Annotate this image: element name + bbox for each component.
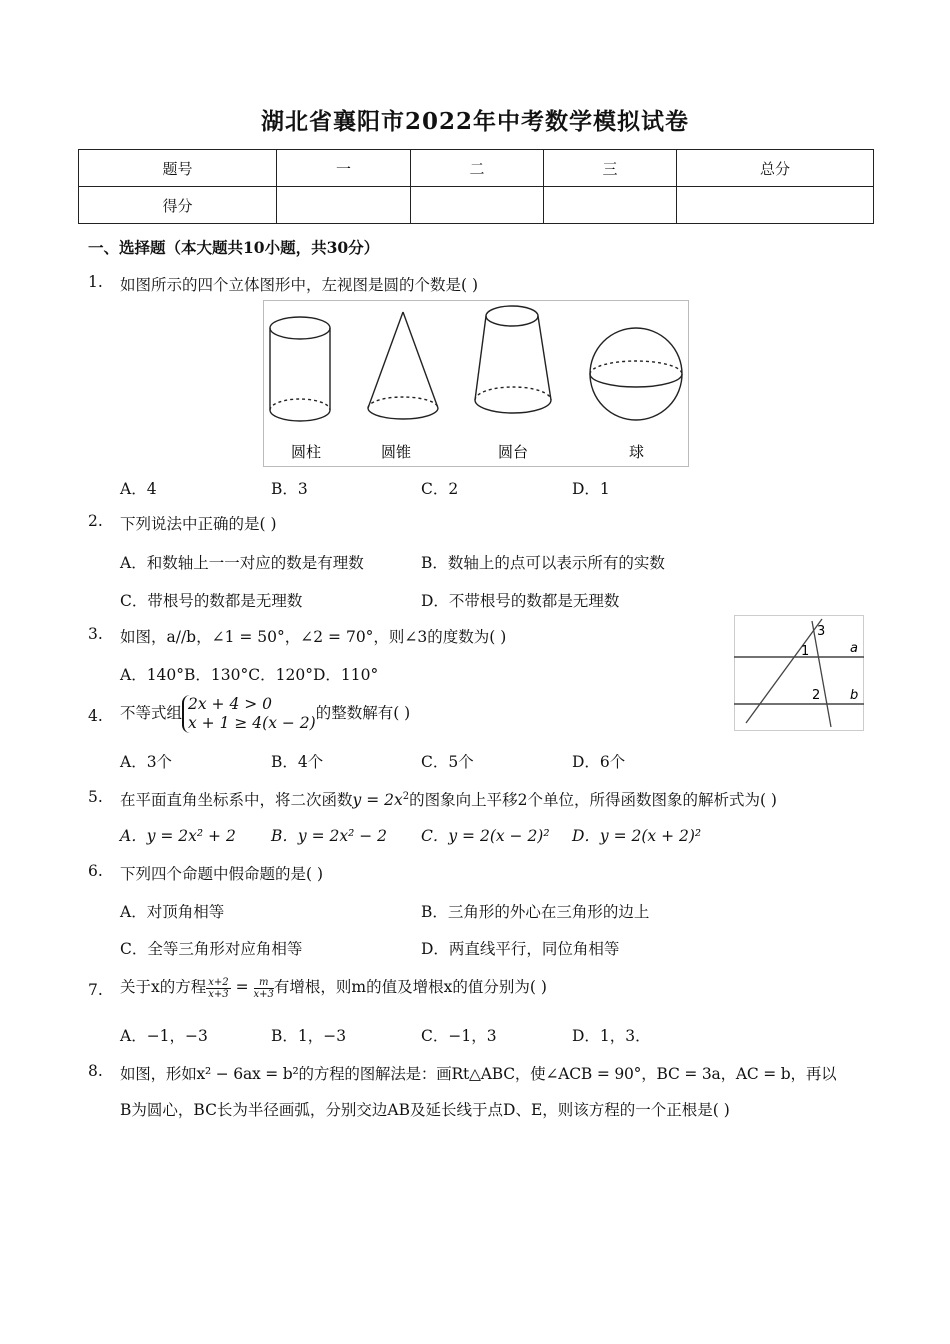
question-number: 8. [88,1062,103,1080]
fraction-numerator: x+2 [208,976,229,988]
question-text: B为圆心，BC长为半径画弧，分别交边AB及延长线于点D、E，则该方程的一个正根是( ) [120,1101,730,1119]
inequality-system [182,695,316,733]
question-text-part: 在平面直角坐标系中，将二次函数 [120,791,353,809]
option-c: C．5个 [421,753,474,771]
option-b: B．数轴上的点可以表示所有的实数 [421,554,665,572]
option-b: B．3 [271,480,308,498]
fraction-numerator: m [254,977,274,989]
question-number: 6. [88,862,103,880]
question-text [120,695,410,733]
angle-label: 2 [812,688,821,703]
score-row-label: 得分 [79,187,277,224]
solids-figure [263,300,689,467]
score-header-cell: 题号 [79,150,277,187]
option-a: A．和数轴上一一对应的数是有理数 [120,554,364,572]
option-b: B．三角形的外心在三角形的边上 [421,903,650,921]
fraction [206,977,230,1000]
score-table [78,149,874,224]
score-header-cell: 三 [544,150,677,187]
question-text-part: 关于x的方程 [120,978,207,996]
score-cell [277,187,411,224]
question-text-part: 的图象向上平移2个单位，所得函数图象的解析式为( ) [409,791,777,809]
option-c: C．2 [421,480,459,498]
inequality-line: x + 1 ≥ 4(x − 2) [188,714,316,732]
question-text: 下列四个命题中假命题的是( ) [120,865,324,883]
option-c: C．−1，3 [421,1027,497,1045]
angle-label: 3 [817,624,826,639]
options-line: A．140°B．130°C．120°D．110° [120,666,379,684]
option-a: A．−1，−3 [120,1027,208,1045]
option-b: B．y = 2x² − 2 [271,827,388,845]
question-number: 1. [88,273,103,291]
question-number: 3. [88,625,103,643]
fraction-denominator: x+3 [208,988,229,1000]
option-d: D．1，3． [572,1027,651,1045]
equals-sign: = [235,978,249,996]
angle-label: 1 [801,644,810,659]
fraction [254,977,274,1000]
question-text: 如图所示的四个立体图形中，左视图是圆的个数是( ) [120,276,479,294]
option-b: B．4个 [271,753,324,771]
question-text: 在平面直角坐标系中，将二次函数$y = 2x^2$的图象向上平移2个单位，所得函数图象的解析式为( ) [120,790,777,809]
question-text-part: 有增根，则m的值及增根x的值分别为( ) [273,978,547,996]
question-text: 下列说法中正确的是( ) [120,515,277,533]
score-header-cell: 二 [411,150,544,187]
question-number: 2. [88,512,103,530]
score-header-cell: 总分 [677,150,874,187]
figure-label: 球 [629,443,645,461]
option-d: D．6个 [572,753,626,771]
figure-label: 圆柱 [291,443,322,461]
question-text: 如图，a//b，∠1 = 50°，∠2 = 70°，则∠3的度数为( ) [120,628,507,646]
option-a: A．对顶角相等 [120,903,225,921]
line-label: a [850,641,858,656]
option-d: D．1 [572,480,610,498]
figure-label: 圆台 [498,443,529,461]
page-title: 湖北省襄阳市2022年中考数学模拟试卷 [260,108,689,135]
option-a: A．y = 2x² + 2 [120,827,236,845]
question-number: 5. [88,788,103,806]
score-cell [411,187,544,224]
score-header-cell: 一 [277,150,411,187]
formula: y = 2x [352,791,403,809]
option-b: B．1，−3 [271,1027,347,1045]
question-text [120,975,547,1000]
figure-label: 圆锥 [381,443,412,461]
question-suffix: 的整数解有( ) [315,704,411,722]
option-d: D．不带根号的数都是无理数 [421,592,620,610]
inequality-line: 2x + 4 > 0 [188,695,273,713]
parallel-lines-figure [734,615,864,731]
fraction-denominator: x+3 [253,988,274,1000]
score-cell [544,187,677,224]
question-number: 7. [88,981,103,999]
option-c: C．y = 2(x − 2)² [421,827,550,845]
line-label: b [850,688,859,703]
section-heading: 一、选择题（本大题共10小题，共30分） [88,238,380,257]
option-a: A．3个 [120,753,173,771]
score-cell [677,187,874,224]
option-a: A．4 [120,480,157,498]
question-text: 如图，形如x² − 6ax = b²的方程的图解法是：画Rt△ABC，使∠ACB = 90°，BC = 3a，AC = b，再以 [120,1065,837,1083]
question-prefix: 不等式组 [120,704,183,722]
option-c: C．全等三角形对应角相等 [120,940,303,958]
option-c: C．带根号的数都是无理数 [120,592,303,610]
question-number: 4. [88,707,103,725]
option-d: D．y = 2(x + 2)² [572,827,702,845]
option-d: D．两直线平行，同位角相等 [421,940,620,958]
